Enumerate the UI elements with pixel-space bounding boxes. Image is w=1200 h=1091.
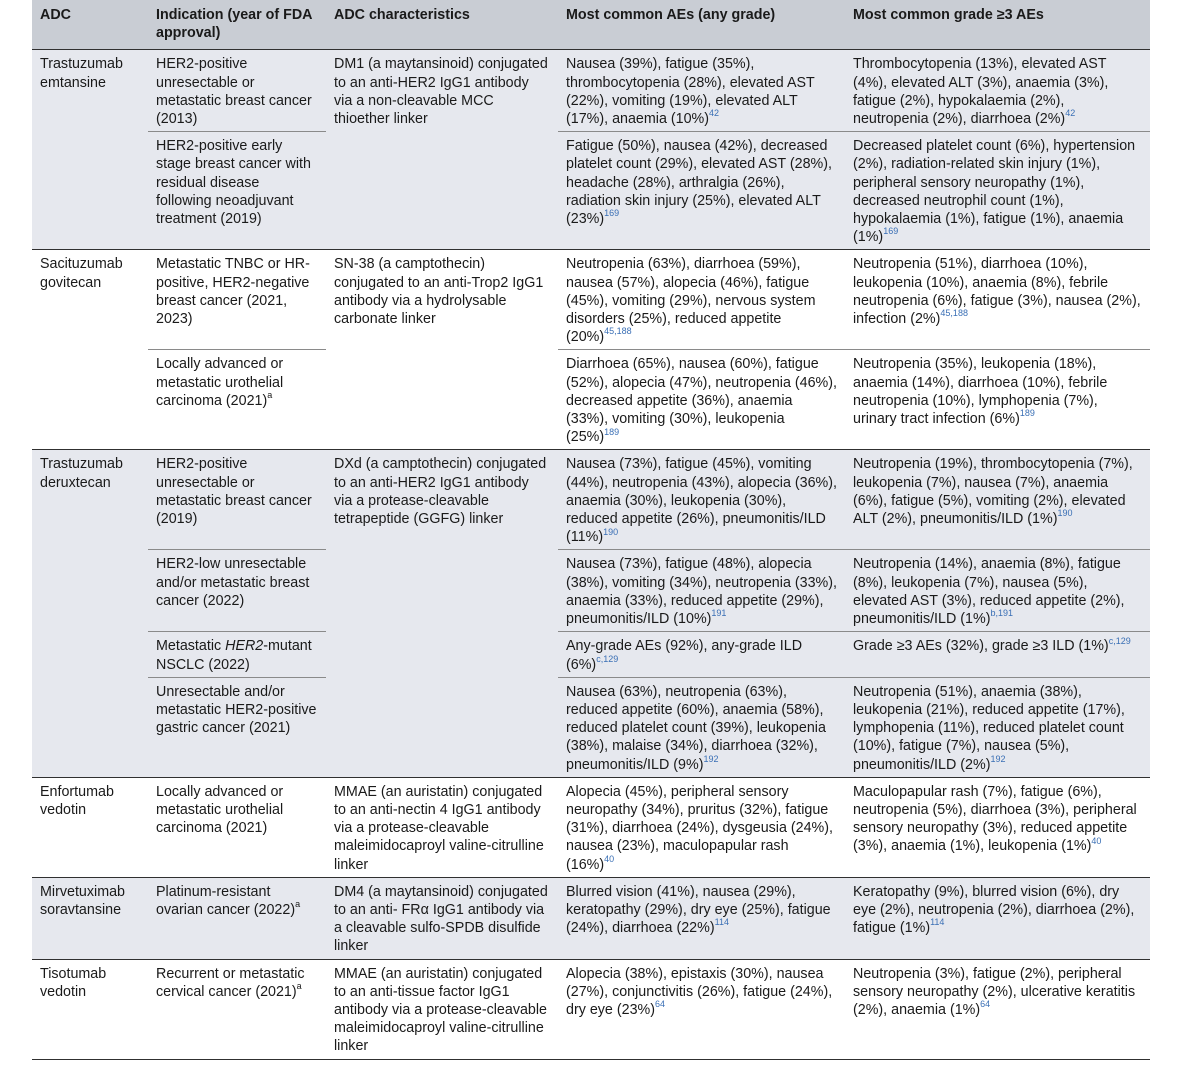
table-row [32, 550, 1150, 632]
drug-group-trastuzumab-deruxtecan [32, 450, 1150, 777]
header-characteristics: ADC characteristics [326, 0, 558, 50]
drug-group-tisotumab-vedotin [32, 959, 1150, 1059]
grade3-aes-cell: Neutropenia (14%), anaemia (8%), fatigue (8%), leukopenia (7%), nausea (5%), elevated AST (3%), reduced appetite (2%), pneumonitis/ILD (1%)$^{b,191}$ [845, 550, 1150, 632]
table-row [32, 250, 1150, 350]
indication-cell: Platinum-resistant ovarian cancer $(2022)^a$ [148, 877, 326, 959]
reference-superscript: 169 [883, 226, 899, 237]
indication-cell: HER2-low unresectable and/or metastatic breast cancer (2022) [148, 550, 326, 632]
drug-name: Trastuzumab deruxtecan [32, 450, 148, 777]
reference-superscript: 42 [709, 108, 720, 119]
drug-name: Enfortumab vedotin [32, 777, 148, 877]
indication-cell: HER2-positive unresectable or metastatic breast cancer (2019) [148, 450, 326, 550]
characteristics-cell: MMAE (an auristatin) conjugated to an anti-nectin 4 IgG1 antibody via a protease-cleavable maleimidocaproyl valine-citrulline linker [326, 777, 558, 877]
drug-group-trastuzumab-emtansine [32, 50, 1150, 250]
characteristics-cell: DXd (a camptothecin) conjugated to an anti-HER2 IgG1 antibody via a protease-cleavable tetrapeptide (GGFG) linker [326, 450, 558, 777]
reference-superscript: 192 [703, 753, 719, 764]
drug-name: Sacituzumab govitecan [32, 250, 148, 450]
reference-superscript: 192 [990, 753, 1006, 764]
drug-name: Mirvetuximab soravtansine [32, 877, 148, 959]
common-aes-cell: Fatigue (50%), nausea (42%), decreased platelet count (29%), elevated AST (28%), headache (28%), arthralgia (26%), radiation skin injury (25%), elevated ALT (23%)$^{169}$ [558, 132, 845, 250]
reference-superscript: 42 [1065, 108, 1076, 119]
indication-cell: HER2-positive unresectable or metastatic breast cancer (2013) [148, 50, 326, 132]
indication-cell: Metastatic HER2-mutant NSCLC (2022) [148, 632, 326, 677]
header-row [32, 0, 1150, 50]
footnote-superscript: a [295, 899, 301, 910]
reference-superscript: b,191 [990, 608, 1013, 619]
table-row [32, 677, 1150, 777]
common-aes-cell: Nausea (73%), fatigue (48%), alopecia (38%), vomiting (34%), neutropenia (33%), anaemia (33%), reduced appetite (29%), pneumonitis/ILD (10%)$^{191}$ [558, 550, 845, 632]
table-row [32, 50, 1150, 132]
common-aes-cell: Neutropenia (63%), diarrhoea (59%), nausea (57%), alopecia (46%), fatigue (45%), vomiting (29%), nervous system disorders (25%), reduced appetite (20%)$^{45,188}$ [558, 250, 845, 350]
common-aes-cell: Diarrhoea (65%), nausea (60%), fatigue (52%), alopecia (47%), neutropenia (46%), decreased appetite (36%), anaemia (33%), vomiting (30%), leukopenia (25%)$^{189}$ [558, 350, 845, 450]
common-aes-cell: Nausea (73%), fatigue (45%), vomiting (44%), neutropenia (43%), alopecia (36%), anaemia (30%), leukopenia (30%), reduced appetite (26%), pneumonitis/ILD (11%)$^{190}$ [558, 450, 845, 550]
reference-superscript: c,129 [596, 653, 619, 664]
reference-superscript: 114 [714, 917, 729, 928]
drug-group-sacituzumab-govitecan [32, 250, 1150, 450]
table-row [32, 959, 1150, 1059]
table-row [32, 132, 1150, 250]
table-row [32, 777, 1150, 877]
table-row [32, 877, 1150, 959]
footnote-superscript: a [267, 390, 273, 401]
grade3-aes-cell: Neutropenia (35%), leukopenia (18%), anaemia (14%), diarrhoea (10%), febrile neutropenia (10%), lymphopenia (7%), urinary tract infection (6%)$^{189}$ [845, 350, 1150, 450]
footnote-superscript: a [296, 980, 302, 991]
grade3-aes-cell: Decreased platelet count (6%), hypertension (2%), radiation-related skin injury (1%), peripheral sensory neuropathy (1%), decreased neutrophil count (1%), hypokalaemia (1%), fatigue (1%), anaemia (1%)$^{169}$ [845, 132, 1150, 250]
grade3-aes-cell: Grade ≥3 AEs (32%), grade ≥3 ILD (1%)$^{c,129}$ [845, 632, 1150, 677]
grade3-aes-cell: Keratopathy (9%), blurred vision (6%), dry eye (2%), neutropenia (2%), diarrhoea (2%), fatigue (1%)$^{114}$ [845, 877, 1150, 959]
common-aes-cell: Nausea (39%), fatigue (35%), thrombocytopenia (28%), elevated AST (22%), vomiting (19%), elevated ALT (17%), anaemia (10%)$^{42}$ [558, 50, 845, 132]
header-indication: Indication (year of FDA approval) [148, 0, 326, 50]
header-adc: ADC [32, 0, 148, 50]
grade3-aes-cell: Neutropenia (51%), anaemia (38%), leukopenia (21%), reduced appetite (17%), lymphopenia (11%), reduced platelet count (10%), fatigue (7%), nausea (5%), pneumonitis/ILD (2%)$^{192}$ [845, 677, 1150, 777]
reference-superscript: 40 [604, 853, 615, 864]
reference-superscript: 169 [604, 208, 620, 219]
grade3-aes-cell: Maculopapular rash (7%), fatigue (6%), neutropenia (5%), diarrhoea (3%), peripheral sensory neuropathy (3%), reduced appetite (3%), anaemia (1%), leukopenia (1%)$^{40}$ [845, 777, 1150, 877]
indication-cell: Metastatic TNBC or HR-positive, HER2-negative breast cancer (2021, 2023) [148, 250, 326, 350]
drug-name: Tisotumab vedotin [32, 959, 148, 1059]
adc-adverse-events-table [32, 0, 1150, 1060]
reference-superscript: 64 [655, 999, 666, 1010]
common-aes-cell: Blurred vision (41%), nausea (29%), keratopathy (29%), dry eye (25%), fatigue (24%), diarrhoea (22%)$^{114}$ [558, 877, 845, 959]
reference-superscript: 64 [980, 999, 991, 1010]
drug-name: Trastuzumab emtansine [32, 50, 148, 250]
table-row [32, 450, 1150, 550]
reference-superscript: 190 [603, 526, 619, 537]
characteristics-cell: SN-38 (a camptothecin) conjugated to an anti-Trop2 IgG1 antibody via a hydrolysable carbonate linker [326, 250, 558, 450]
characteristics-cell: MMAE (an auristatin) conjugated to an anti-tissue factor IgG1 antibody via a protease-cleavable maleimidocaproyl valine-citrulline linker [326, 959, 558, 1059]
grade3-aes-cell: Neutropenia (3%), fatigue (2%), peripheral sensory neuropathy (2%), ulcerative keratitis (2%), anaemia (1%)$^{64}$ [845, 959, 1150, 1059]
reference-superscript: c,129 [1108, 635, 1131, 646]
indication-cell: Recurrent or metastatic cervical cancer $(2021)^a$ [148, 959, 326, 1059]
characteristics-cell: DM4 (a maytansinoid) conjugated to an anti- FRα IgG1 antibody via a cleavable sulfo-SPDB disulfide linker [326, 877, 558, 959]
table-row [32, 632, 1150, 677]
common-aes-cell: Alopecia (38%), epistaxis (30%), nausea (27%), conjunctivitis (26%), fatigue (24%), dry eye (23%)$^{64}$ [558, 959, 845, 1059]
reference-superscript: 40 [1091, 835, 1102, 846]
table-row [32, 350, 1150, 450]
reference-superscript: 114 [930, 917, 945, 928]
reference-superscript: 189 [1019, 408, 1035, 419]
indication-cell: HER2-positive early stage breast cancer with residual disease following neoadjuvant treatment (2019) [148, 132, 326, 250]
drug-group-enfortumab-vedotin [32, 777, 1150, 877]
common-aes-cell: Nausea (63%), neutropenia (63%), reduced appetite (60%), anaemia (58%), reduced platelet count (39%), leukopenia (38%), malaise (34%), diarrhoea (32%), pneumonitis/ILD (9%)$^{192}$ [558, 677, 845, 777]
reference-superscript: 45,188 [604, 326, 632, 337]
reference-superscript: 190 [1057, 508, 1073, 519]
characteristics-cell: DM1 (a maytansinoid) conjugated to an anti-HER2 IgG1 antibody via a non-cleavable MCC thioether linker [326, 50, 558, 250]
grade3-aes-cell: Thrombocytopenia (13%), elevated AST (4%), elevated ALT (3%), anaemia (3%), fatigue (2%), hypokalaemia (2%), neutropenia (2%), diarrhoea (2%)$^{42}$ [845, 50, 1150, 132]
header-common-aes: Most common AEs (any grade) [558, 0, 845, 50]
indication-cell: Locally advanced or metastatic urothelial carcinoma (2021) [148, 777, 326, 877]
grade3-aes-cell: Neutropenia (51%), diarrhoea (10%), leukopenia (10%), anaemia (8%), febrile neutropenia (6%), fatigue (3%), nausea (2%), infection (2%)$^{45,188}$ [845, 250, 1150, 350]
common-aes-cell: Any-grade AEs (92%), any-grade ILD (6%)$^{c,129}$ [558, 632, 845, 677]
common-aes-cell: Alopecia (45%), peripheral sensory neuropathy (34%), pruritus (32%), fatigue (31%), diarrhoea (24%), dysgeusia (24%), nausea (23%), maculopapular rash (16%)$^{40}$ [558, 777, 845, 877]
reference-superscript: 45,188 [940, 308, 968, 319]
drug-group-mirvetuximab-soravtansine [32, 877, 1150, 959]
header-grade3-aes: Most common grade ≥3 AEs [845, 0, 1150, 50]
indication-cell: Unresectable and/or metastatic HER2-positive gastric cancer (2021) [148, 677, 326, 777]
reference-superscript: 189 [604, 426, 620, 437]
reference-superscript: 191 [711, 608, 727, 619]
grade3-aes-cell: Neutropenia (19%), thrombocytopenia (7%), leukopenia (7%), nausea (7%), anaemia (6%), fatigue (5%), vomiting (2%), elevated ALT (2%), pneumonitis/ILD (1%)$^{190}$ [845, 450, 1150, 550]
indication-cell: Locally advanced or metastatic urothelial carcinoma $(2021)^a$ [148, 350, 326, 450]
